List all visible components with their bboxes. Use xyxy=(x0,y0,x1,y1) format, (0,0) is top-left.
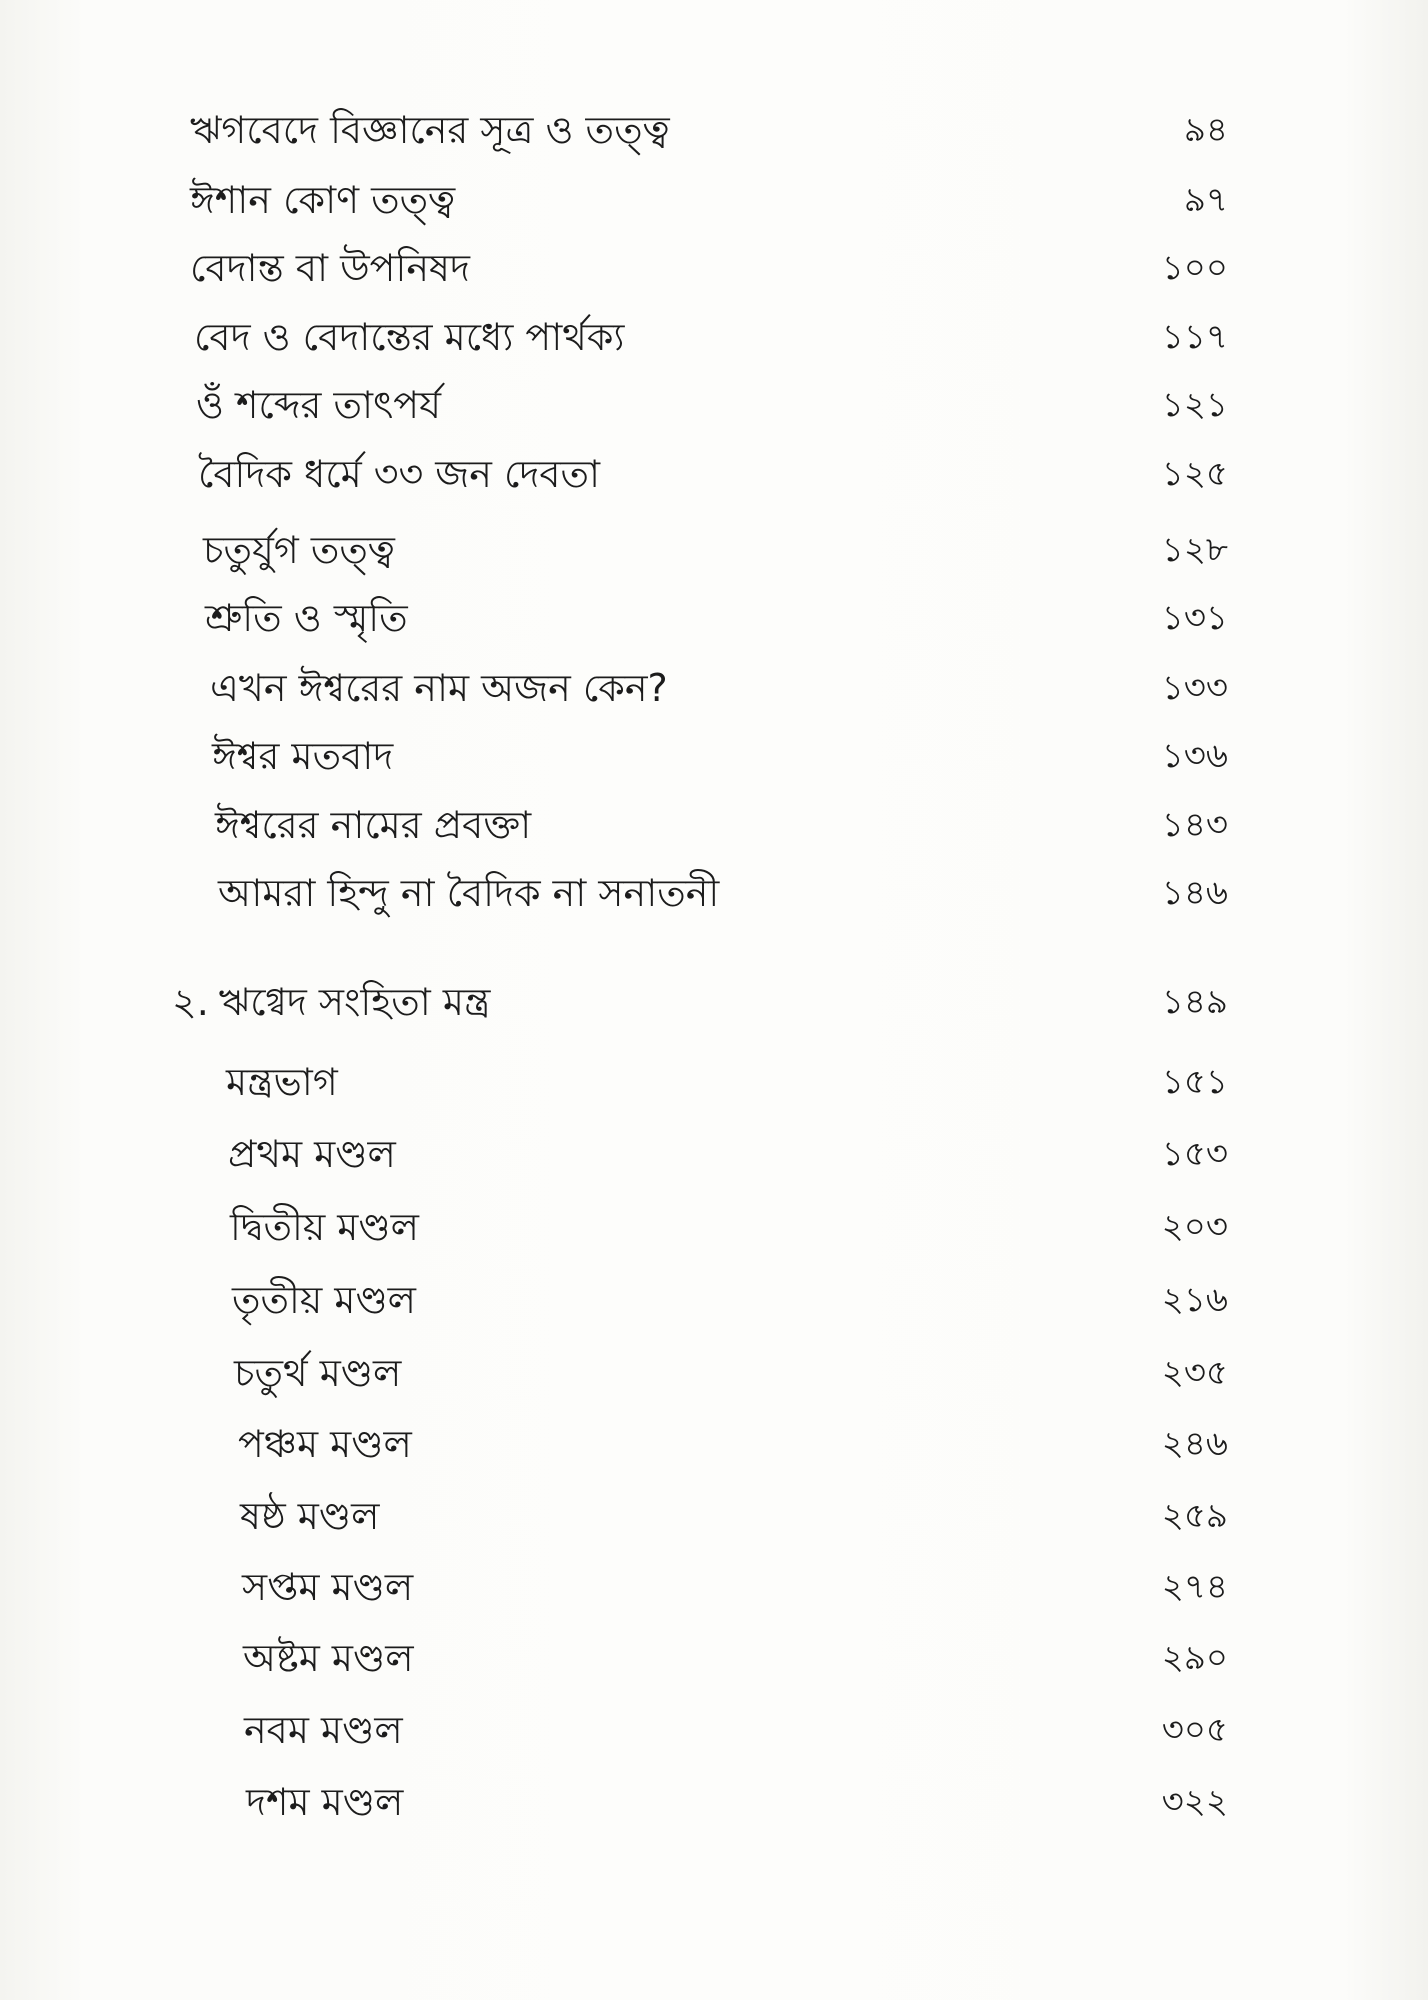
toc-entry-page: ১২৫ xyxy=(1161,454,1228,494)
toc-entry-title: বৈদিক ধর্মে ৩৩ জন দেবতা xyxy=(198,452,601,496)
toc-entry-title: আমরা হিন্দু না বৈদিক না সনাতনী xyxy=(218,871,720,915)
toc-sub-entry-page: ২৭৪ xyxy=(1161,1567,1228,1607)
toc-entry xyxy=(0,375,1428,435)
toc-section-page: ১৪৯ xyxy=(1161,982,1228,1022)
toc-entry xyxy=(0,100,1428,160)
toc-section-label: ঋগ্বেদ সংহিতা মন্ত্র xyxy=(218,980,491,1024)
toc-sub-entry-page: ২৯০ xyxy=(1161,1638,1228,1678)
toc-sub-entry-page: ৩২২ xyxy=(1161,1782,1228,1822)
toc-sub-entry-title: ষষ্ঠ মণ্ডল xyxy=(240,1494,380,1538)
toc-sub-entry xyxy=(0,1628,1428,1688)
toc-entry-title: ঈশান কোণ তত্ত্ব xyxy=(190,178,456,222)
toc-sub-entry xyxy=(0,1270,1428,1330)
toc-sub-entry xyxy=(0,1772,1428,1832)
toc-sub-entry xyxy=(0,1197,1428,1257)
toc-entry-title: ওঁ শব্দের তাৎপর্য xyxy=(196,383,441,427)
toc-sub-entry-title: তৃতীয় মণ্ডল xyxy=(232,1278,416,1322)
toc-entry-page: ১৩১ xyxy=(1161,598,1228,638)
toc-section-number: ২. xyxy=(172,980,209,1024)
toc-sub-entry-page: ২৫৯ xyxy=(1161,1496,1228,1536)
toc-section-heading xyxy=(0,972,1428,1032)
toc-entry xyxy=(0,658,1428,718)
toc-entry xyxy=(0,444,1428,504)
toc-entry-page: ১৪৩ xyxy=(1161,805,1228,845)
toc-entry xyxy=(0,726,1428,786)
toc-entry-title: ঈশ্বরের নামের প্রবক্তা xyxy=(215,803,532,847)
toc-sub-entry xyxy=(0,1486,1428,1546)
toc-sub-entry-title: প্রথম মণ্ডল xyxy=(228,1132,396,1176)
toc-entry xyxy=(0,795,1428,855)
toc-sub-entry xyxy=(0,1414,1428,1474)
toc-entry xyxy=(0,238,1428,298)
toc-sub-entry-title: নবম মণ্ডল xyxy=(244,1708,403,1752)
toc-sub-entry xyxy=(0,1700,1428,1760)
toc-entry-page: ১৩৬ xyxy=(1161,736,1228,776)
toc-entry xyxy=(0,170,1428,230)
toc-sub-entry-page: ২১৬ xyxy=(1161,1280,1228,1320)
toc-entry-page: ১০০ xyxy=(1161,248,1228,288)
toc-entry xyxy=(0,307,1428,367)
toc-sub-entry-page: ২০৩ xyxy=(1161,1207,1228,1247)
toc-entry xyxy=(0,520,1428,580)
toc-sub-entry-title: পঞ্চম মণ্ডল xyxy=(238,1422,412,1466)
toc-entry-title: বেদান্ত বা উপনিষদ xyxy=(190,246,470,290)
toc-sub-entry-page: ৩০৫ xyxy=(1161,1710,1228,1750)
toc-sub-entry-title: অষ্টম মণ্ডল xyxy=(243,1636,414,1680)
toc-sub-entry-title: সপ্তম মণ্ডল xyxy=(242,1565,414,1609)
toc-sub-entry xyxy=(0,1052,1428,1112)
toc-entry-page: ৯৪ xyxy=(1183,110,1228,150)
toc-sub-entry-title: মন্ত্রভাগ xyxy=(226,1060,338,1104)
toc-sub-entry-page: ২৪৬ xyxy=(1161,1424,1228,1464)
toc-sub-entry xyxy=(0,1124,1428,1184)
toc-entry xyxy=(0,588,1428,648)
toc-sub-entry-title: দ্বিতীয় মণ্ডল xyxy=(230,1205,419,1249)
toc-entry-page: ১২৮ xyxy=(1161,530,1228,570)
toc-sub-entry xyxy=(0,1557,1428,1617)
toc-entry xyxy=(0,863,1428,923)
toc-sub-entry-title: চতুর্থ মণ্ডল xyxy=(234,1351,402,1395)
toc-entry-page: ১৪৬ xyxy=(1161,873,1228,913)
toc-entry-page: ১২১ xyxy=(1161,385,1228,425)
toc-entry-page: ৯৭ xyxy=(1183,180,1228,220)
toc-entry-title: ঈশ্বর মতবাদ xyxy=(212,734,394,778)
toc-sub-entry-page: ১৫১ xyxy=(1161,1062,1228,1102)
toc-sub-entry-title: দশম মণ্ডল xyxy=(246,1780,404,1824)
toc-entry-title: ঋগবেদে বিজ্ঞানের সূত্র ও তত্ত্ব xyxy=(190,108,670,152)
toc-entry-title: শ্রুতি ও স্মৃতি xyxy=(205,596,408,640)
toc-section-title xyxy=(172,972,490,1032)
toc-sub-entry-page: ২৩৫ xyxy=(1161,1353,1228,1393)
toc-entry-title: এখন ঈশ্বরের নাম অজন কেন? xyxy=(210,666,668,710)
toc-sub-entry xyxy=(0,1343,1428,1403)
toc-entry-title: চতুর্যুগ তত্ত্ব xyxy=(203,528,395,572)
toc-entry-page: ১১৭ xyxy=(1161,317,1228,357)
toc-sub-entry-page: ১৫৩ xyxy=(1161,1134,1228,1174)
toc-entry-page: ১৩৩ xyxy=(1161,668,1228,708)
toc-entry-title: বেদ ও বেদান্তের মধ্যে পার্থক্য xyxy=(194,315,625,359)
